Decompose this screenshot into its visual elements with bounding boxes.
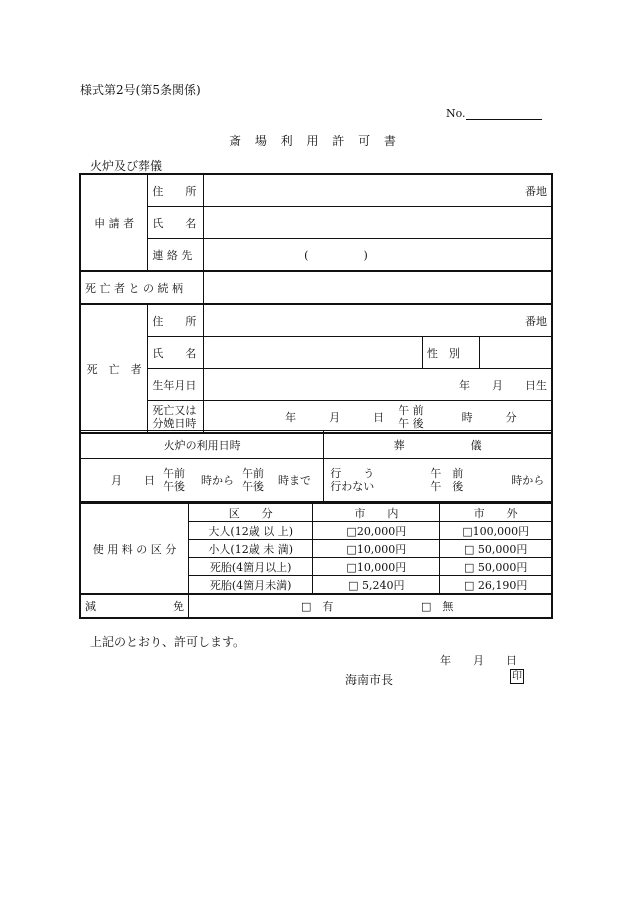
furnace-end-ampm — [234, 467, 264, 493]
death-label-line2: 分娩日時 — [152, 416, 197, 430]
seal-label: 印 — [512, 671, 522, 682]
exemption-no[interactable]: □ 無 — [421, 600, 454, 613]
fee-inside-option[interactable]: □10,000円 — [313, 540, 440, 558]
deceased-birth-value: 年 月 日生 — [459, 378, 547, 392]
exemption-field — [189, 594, 553, 618]
applicant-contact-field[interactable] — [204, 239, 552, 272]
applicant-group-label: 申 請 者 — [80, 174, 148, 271]
furnace-from: 時から — [201, 474, 234, 487]
fee-category: 死胎(4箇月以上) — [189, 558, 313, 576]
form-number: 様式第2号(第5条関係) — [80, 83, 201, 97]
deceased-death-field[interactable] — [204, 401, 552, 434]
furnace-end-pm: 午後 — [242, 480, 264, 493]
fee-col-category: 区 分 — [189, 503, 313, 522]
fee-outside-option[interactable]: □ 50,000円 — [440, 540, 552, 558]
fee-outside-option[interactable]: □ 26,190円 — [440, 576, 552, 595]
seal-mark — [510, 669, 524, 684]
fee-inside-option[interactable]: □20,000円 — [313, 522, 440, 540]
applicant-address-suffix: 番地 — [525, 184, 547, 198]
approval-statement: 上記のとおり、許可します。 — [90, 635, 246, 649]
exemption-label: 減 免 — [80, 594, 189, 618]
exemption-yes[interactable]: □ 有 — [301, 600, 334, 613]
relation-label: 死 亡 者 と の 続 柄 — [80, 271, 204, 304]
document-subtitle: 火炉及び葬儀 — [90, 159, 163, 173]
funeral-pm: 午 後 — [430, 480, 464, 493]
funeral-am: 午 前 — [430, 467, 464, 480]
furnace-start-ampm — [155, 467, 185, 493]
document-title: 斎 場 利 用 許 可 書 — [229, 134, 401, 148]
applicant-contact-label: 連 絡 先 — [148, 239, 204, 272]
funeral-do-options — [324, 467, 416, 493]
deceased-name-label: 氏 名 — [148, 337, 204, 369]
fee-group-label: 使 用 料 の 区 分 — [80, 503, 189, 594]
furnace-start-am: 午前 — [163, 467, 185, 480]
no-blank — [466, 107, 542, 120]
no-label: No. — [446, 107, 466, 120]
deceased-birth-label: 生年月日 — [148, 369, 204, 401]
fee-col-inside: 市 内 — [313, 503, 440, 522]
deceased-birth-field[interactable] — [204, 369, 552, 401]
death-time: 時 分 — [461, 410, 517, 424]
deceased-address-suffix: 番地 — [525, 314, 547, 328]
applicant-address-label: 住 所 — [148, 174, 204, 207]
furnace-until: 時まで — [278, 474, 311, 487]
applicant-name-field[interactable] — [204, 207, 552, 239]
furnace-end-am: 午前 — [242, 467, 264, 480]
permit-form-table — [79, 173, 553, 434]
funeral-do[interactable]: 行 う — [330, 467, 375, 480]
schedule-table — [79, 430, 553, 503]
fee-outside-option[interactable]: □ 50,000円 — [440, 558, 552, 576]
fee-category: 大人(12歳 以 上) — [189, 522, 313, 540]
applicant-address-field[interactable] — [204, 174, 552, 207]
deceased-name-field[interactable] — [204, 337, 423, 369]
fee-category: 小人(12歳 未 満) — [189, 540, 313, 558]
applicant-name-label: 氏 名 — [148, 207, 204, 239]
fee-inside-option[interactable]: □10,000円 — [313, 558, 440, 576]
fee-inside-option[interactable]: □ 5,240円 — [313, 576, 440, 595]
death-label-line1: 死亡又は — [152, 403, 197, 417]
relation-field[interactable] — [204, 271, 552, 304]
funeral-header: 葬 儀 — [324, 431, 552, 459]
deceased-address-field[interactable] — [204, 304, 552, 337]
applicant-contact-parens: ( ) — [304, 248, 368, 262]
fee-table — [79, 502, 553, 619]
funeral-ampm — [416, 467, 463, 493]
fee-col-outside: 市 外 — [440, 503, 552, 522]
deceased-address-label: 住 所 — [148, 304, 204, 337]
funeral-from: 時から — [511, 474, 545, 487]
deceased-sex-field[interactable] — [479, 337, 552, 369]
deceased-death-label — [148, 401, 204, 434]
furnace-datetime-field[interactable] — [80, 459, 324, 503]
death-am: 午 前 — [398, 403, 424, 417]
funeral-dont[interactable]: 行わない — [330, 480, 375, 493]
deceased-group-label: 死 亡 者 — [80, 304, 148, 433]
furnace-month-day: 月 日 — [111, 474, 155, 487]
death-date: 年 月 日 — [285, 410, 385, 424]
deceased-sex-label: 性 別 — [422, 337, 479, 369]
fee-category: 死胎(4箇月未満) — [189, 576, 313, 595]
death-pm: 午 後 — [398, 416, 424, 430]
furnace-start-pm: 午後 — [163, 480, 185, 493]
issuer: 海南市長 — [345, 673, 394, 687]
furnace-header: 火炉の利用日時 — [80, 431, 324, 459]
document-number — [446, 107, 542, 120]
approval-date: 年 月 日 — [440, 654, 517, 667]
funeral-datetime-field[interactable] — [324, 459, 552, 503]
fee-outside-option[interactable]: □100,000円 — [440, 522, 552, 540]
death-ampm — [384, 404, 424, 430]
